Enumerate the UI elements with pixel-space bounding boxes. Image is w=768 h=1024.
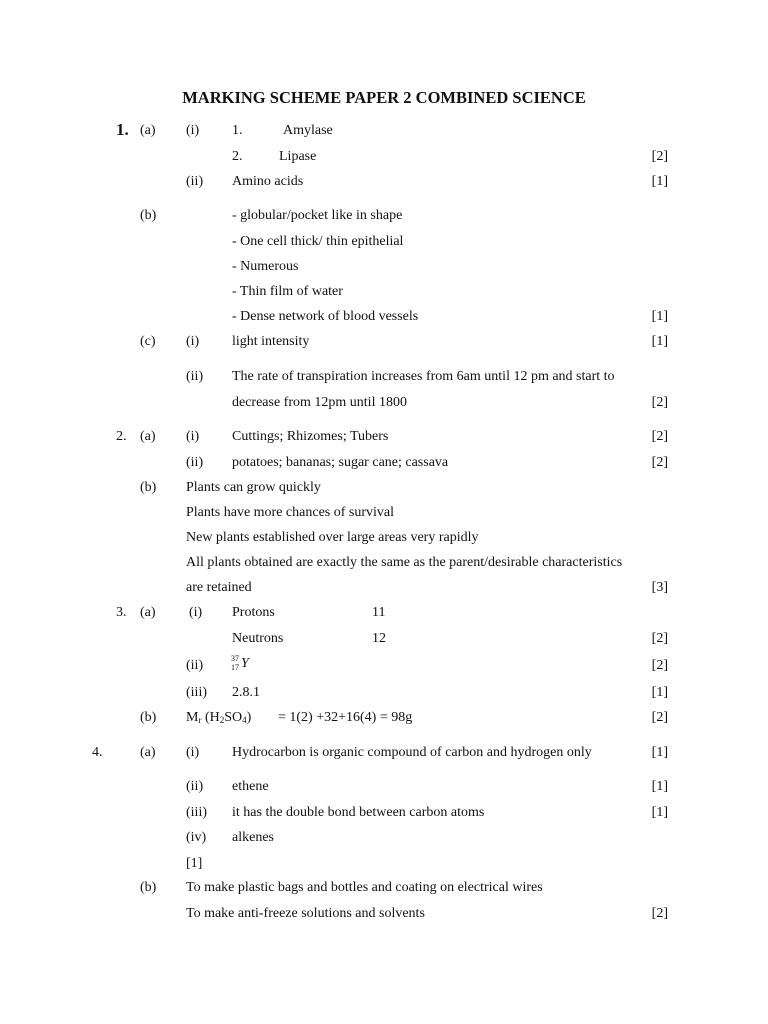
q3-a-iii-mark: [1] [651,685,668,700]
q2-b-line: Plants can grow quickly [186,480,321,495]
q3-a-iii-label: (iii) [186,685,207,700]
q4-a-ii-mark: [1] [651,779,668,794]
q2-a-i-mark: [2] [651,429,668,444]
q3-a-i-neutrons-label: Neutrons [232,631,284,646]
q1-c-i-text: light intensity [232,334,310,349]
q1-b-line: - One cell thick/ thin epithelial [232,234,404,249]
q3-a-iii-text: 2.8.1 [232,685,260,700]
q1-b-line: - Dense network of blood vessels [232,309,419,324]
q1-c-label: (c) [140,334,156,349]
q2-b-label: (b) [140,480,157,495]
q2-b-mark: [3] [651,580,668,595]
q3-b-calculation: = 1(2) +32+16(4) = 98g [278,710,413,725]
q2-a-i-text: Cuttings; Rhizomes; Tubers [232,429,389,444]
q4-a-label: (a) [140,745,156,760]
q1-c-ii-mark: [2] [651,395,668,410]
q1-b-line: - Thin film of water [232,284,343,299]
q3-a-label: (a) [140,605,156,620]
q1-a-i-item2-number: 2. [232,149,243,164]
q1-c-ii-line1: The rate of transpiration increases from 6am until 12 pm and start to [232,369,615,384]
q4-a-i-label: (i) [186,745,200,760]
q3-a-i-protons-value: 11 [372,605,386,620]
q3-a-i-label: (i) [189,605,203,620]
q4-b-line1: To make plastic bags and bottles and coating on electrical wires [186,880,543,895]
q4-a-iv-text: alkenes [232,830,274,845]
q4-b-mark: [2] [651,906,668,921]
q1-b-label: (b) [140,208,157,223]
q3-a-i-mark: [2] [651,631,668,646]
q1-a-i-item2-text: Lipase [279,149,317,164]
q1-a-i-mark: [2] [651,149,668,164]
q2-a-ii-label: (ii) [186,455,204,470]
q3-b-formula: Mr (H2SO4) [186,710,252,725]
q2-a-i-label: (i) [186,429,200,444]
q4-a-iii-mark: [1] [651,805,668,820]
q2-b-line: New plants established over large areas very rapidly [186,530,479,545]
question-1-number: 1. [116,120,129,139]
q2-b-line: Plants have more chances of survival [186,505,394,520]
q1-b-line: - Numerous [232,259,299,274]
q3-a-ii-nuclide-notation [231,654,255,673]
question-3-number: 3. [116,605,127,620]
q3-a-i-protons-label: Protons [232,605,275,620]
q4-b-line2: To make anti-freeze solutions and solvents [186,906,425,921]
q1-a-i-label: (i) [186,123,200,138]
q1-b-mark: [1] [651,309,668,324]
q2-a-ii-mark: [2] [651,455,668,470]
q3-a-ii-mark: [2] [651,658,668,673]
element-symbol: Y [241,656,249,671]
q1-c-ii-label: (ii) [186,369,204,384]
q2-b-line: are retained [186,580,252,595]
q2-a-label: (a) [140,429,156,444]
question-4-number: 4. [92,745,103,760]
q2-b-line: All plants obtained are exactly the same as the parent/desirable characteristics [186,555,623,570]
q4-a-i-mark: [1] [651,745,668,760]
q4-a-ii-text: ethene [232,779,269,794]
q4-a-iii-label: (iii) [186,805,207,820]
q4-a-i-text: Hydrocarbon is organic compound of carbon and hydrogen only [232,745,592,760]
q4-a-ii-label: (ii) [186,779,204,794]
q4-a-iv-label: (iv) [186,830,207,845]
q3-b-mark: [2] [651,710,668,725]
q3-b-label: (b) [140,710,157,725]
question-2-number: 2. [116,429,127,444]
q1-c-i-label: (i) [186,334,200,349]
q4-b-label: (b) [140,880,157,895]
q1-a-i-item1-text: Amylase [283,123,333,138]
q4-a-iv-mark: [1] [186,856,203,871]
q1-a-i-item1-number: 1. [232,123,243,138]
q4-a-iii-text: it has the double bond between carbon atoms [232,805,485,820]
q1-b-line: - globular/pocket like in shape [232,208,403,223]
q1-a-label: (a) [140,123,156,138]
page-title: MARKING SCHEME PAPER 2 COMBINED SCIENCE [182,88,586,107]
q2-a-ii-text: potatoes; bananas; sugar cane; cassava [232,455,449,470]
q1-c-ii-line2: decrease from 12pm until 1800 [232,395,407,410]
q3-a-ii-label: (ii) [186,658,204,673]
q3-a-i-neutrons-value: 12 [372,631,386,646]
mass-number: 37 [231,654,239,663]
atomic-number: 17 [231,663,239,672]
q1-c-i-mark: [1] [651,334,668,349]
q1-a-ii-label: (ii) [186,174,204,189]
q1-a-ii-mark: [1] [651,174,668,189]
q1-a-ii-text: Amino acids [232,174,304,189]
